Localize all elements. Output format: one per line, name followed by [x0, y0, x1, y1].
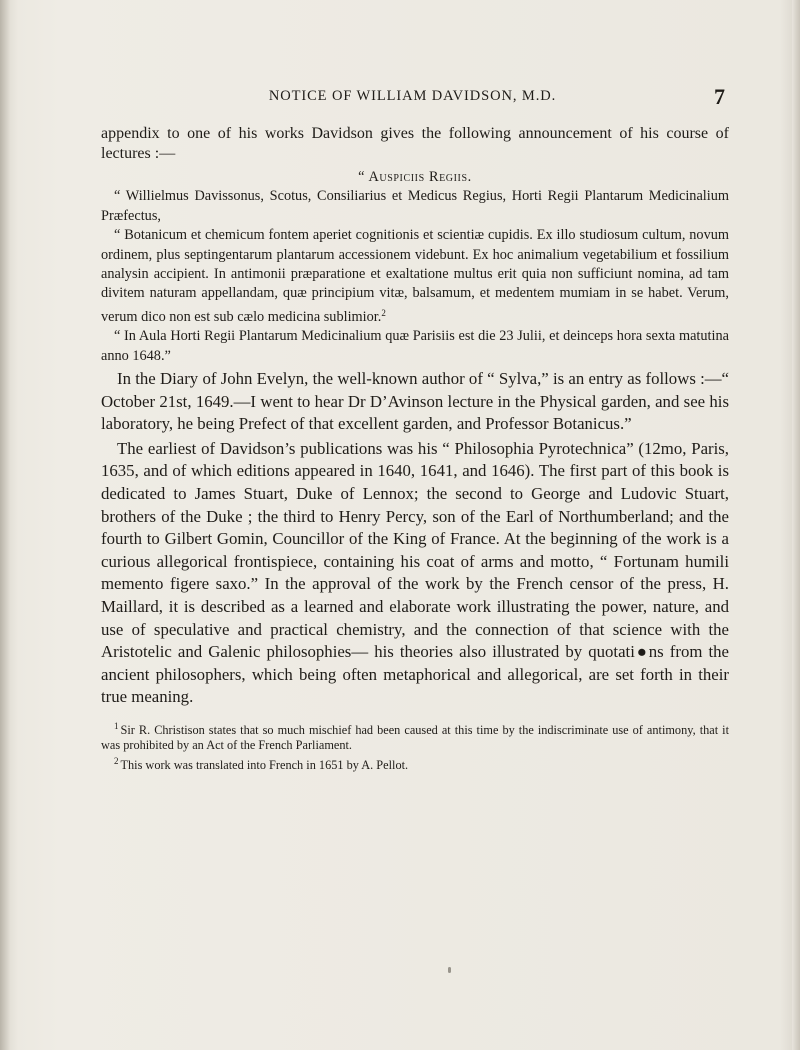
- latin-paragraph-1: “ Willielmus Davissonus, Scotus, Consiliarius et Medicus Regius, Horti Regii Plantarum Medicinalium Præfectus,: [101, 188, 729, 224]
- latin-paragraph-2-text: “ Botanicum et chemicum fontem aperiet cognitionis et scientiæ cupidis. Ex illo studiosum cultum, novum ordinem, plus septingentarum plantarum accessionem videbunt. Ex hoc animalium vegetabilium et fossilium analysin accipient. In antimonii præparatione et exaltatione multus erit quia non sufficiunt nomina, ad tam divitem naturam appellandam, quæ principium vitæ, balsamum, et medentem mumiam in se habet. Verum, verum dico non est sub cælo medicina sublimior.: [101, 227, 729, 325]
- body-paragraph-publications: The earliest of Davidson’s publications was his “ Philosophia Pyrotechnica” (12mo, Paris, 1635, and of which editions appeared in 1640, 1641, and 1646). The first part of this book is dedicated to James Stuart, Duke of Lennox; the second to George and Ludovic Stuart, brothers of the Duke ; the third to Henry Percy, son of the Earl of Northumberland; and the fourth to Gilbert Gomin, Councillor of the King of France. At the beginning of the work is a curious allegorical frontispiece, containing his coat of arms and motto, “ Fortunam humili memento figere saxo.” In the approval of the work by the French censor of the press, H. Maillard, it is described as a learned and elaborate work illustrating the power, nature, and use of speculative and practical chemistry, and the connection of that science with the Aristotelic and Galenic philosophies— his theories also illustrated by quotati●ns from the ancient philosophers, which being often metaphorical and allegorical, are set forth in their true meaning.: [101, 438, 729, 707]
- footnote-1-mark: 1: [114, 720, 119, 731]
- page-right-edge: [792, 0, 800, 1050]
- running-head: NOTICE OF WILLIAM DAVIDSON, M.D.: [268, 88, 557, 104]
- intro-paragraph: appendix to one of his works Davidson gives the following announcement of his course of lectures :—: [101, 125, 729, 162]
- page-content: [101, 124, 729, 774]
- footnote-2-mark: 2: [114, 755, 119, 766]
- footnote-reference-2: 2: [381, 307, 386, 318]
- footnotes: [101, 719, 729, 773]
- latin-paragraph-2: [101, 226, 729, 327]
- paper-speck: [448, 967, 451, 973]
- latin-heading: “ Auspiciis Regiis.: [358, 169, 472, 185]
- footnote-1: [101, 719, 729, 753]
- footnote-2: [101, 754, 729, 773]
- page-left-edge: [0, 0, 10, 1050]
- page-number: 7: [714, 84, 725, 109]
- footnote-1-text: Sir R. Christison states that so much mischief had been caused at this time by the indiscriminate use of antimony, that it was prohibited by an Act of the French Parliament.: [101, 722, 729, 752]
- body-paragraph-evelyn: In the Diary of John Evelyn, the well-known author of “ Sylva,” is an entry as follows :—“ October 21st, 1649.—I went to hear Dr D’Avinson lecture in the Physical garden, and see his laboratory, he being Prefect of that excellent garden, and Professor Botanicus.”: [101, 369, 729, 434]
- latin-paragraph-3: “ In Aula Horti Regii Plantarum Medicinalium quæ Parisiis est die 23 Julii, et deinceps hora sexta matutina anno 1648.”: [101, 328, 729, 364]
- footnote-2-text: This work was translated into French in 1651 by A. Pellot.: [120, 757, 409, 772]
- page-header: [100, 84, 725, 112]
